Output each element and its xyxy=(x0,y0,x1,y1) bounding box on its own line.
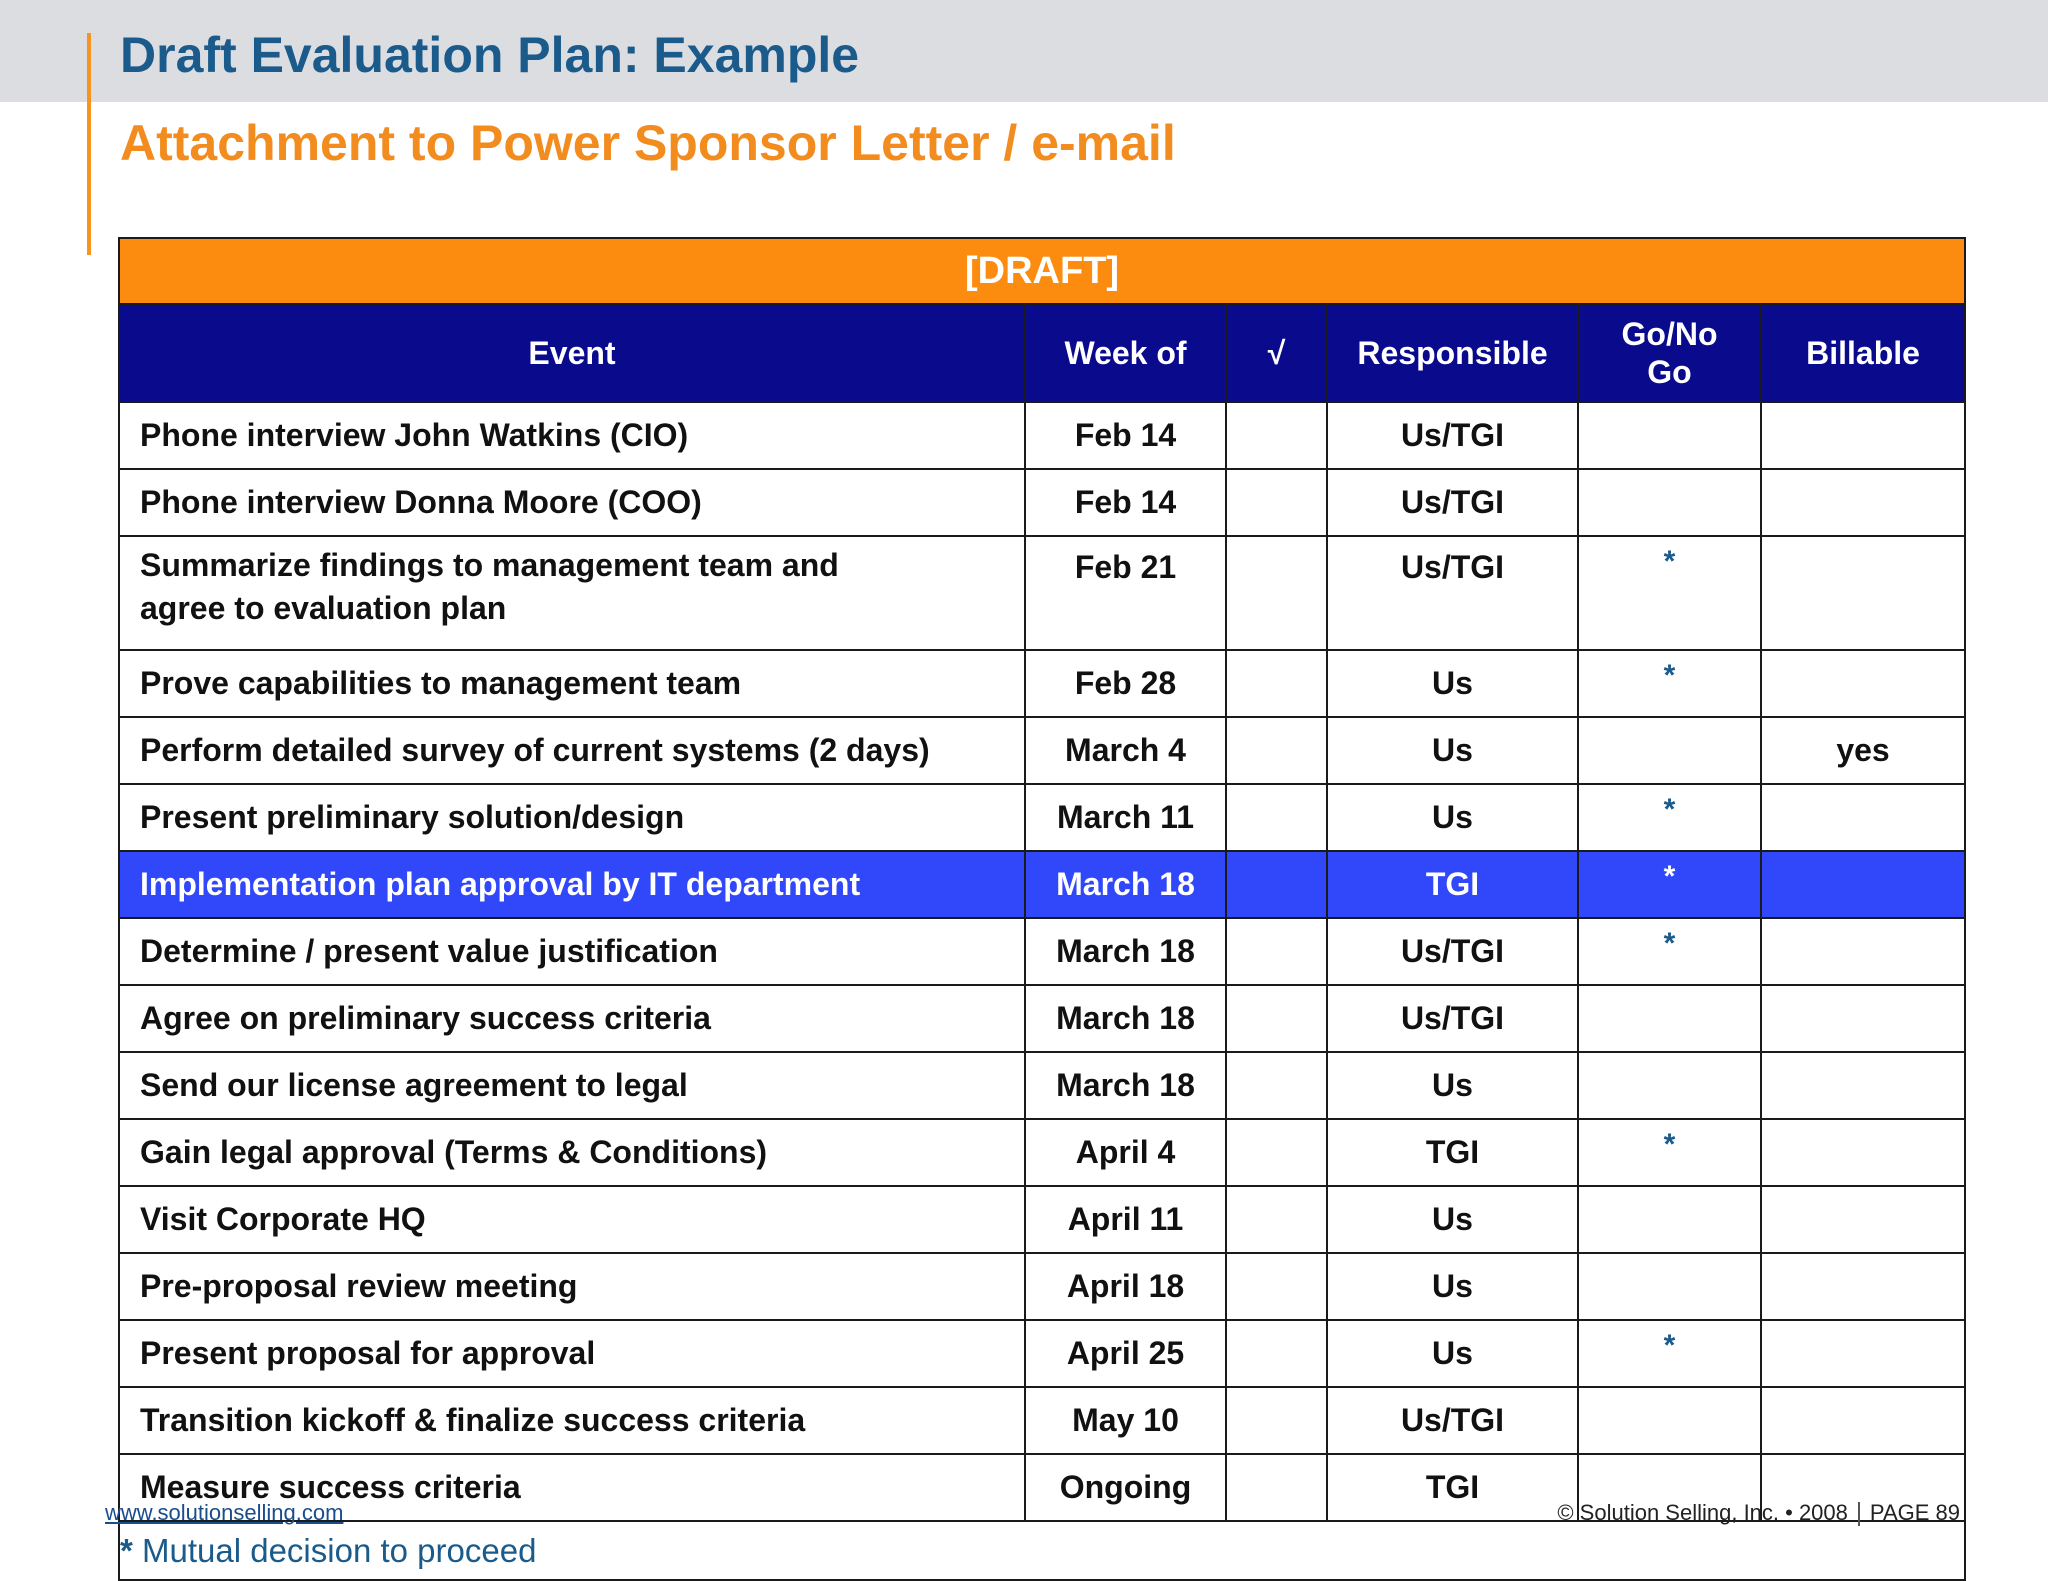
check-cell xyxy=(1226,851,1327,918)
event-cell: Summarize findings to management team and agree to evaluation plan xyxy=(119,536,1025,650)
billable-cell xyxy=(1761,1052,1965,1119)
billable-cell xyxy=(1761,1253,1965,1320)
responsible-cell: Us/TGI xyxy=(1327,1387,1578,1454)
col-header-event: Event xyxy=(119,304,1025,402)
table-row xyxy=(119,717,1965,784)
gonogo-cell: * xyxy=(1578,536,1761,650)
check-cell xyxy=(1226,717,1327,784)
accent-line xyxy=(87,33,91,255)
table-row xyxy=(119,536,1965,650)
week-cell: May 10 xyxy=(1025,1387,1226,1454)
responsible-cell: TGI xyxy=(1327,1454,1578,1521)
event-cell: Transition kickoff & finalize success criteria xyxy=(119,1387,1025,1454)
responsible-cell: Us/TGI xyxy=(1327,985,1578,1052)
week-cell: March 4 xyxy=(1025,717,1226,784)
week-cell: April 4 xyxy=(1025,1119,1226,1186)
week-cell: April 18 xyxy=(1025,1253,1226,1320)
table-row xyxy=(119,469,1965,536)
week-cell: March 18 xyxy=(1025,918,1226,985)
col-header-billable: Billable xyxy=(1761,304,1965,402)
gonogo-cell: * xyxy=(1578,851,1761,918)
week-cell: March 18 xyxy=(1025,1052,1226,1119)
responsible-cell: Us/TGI xyxy=(1327,469,1578,536)
responsible-cell: TGI xyxy=(1327,1119,1578,1186)
table-row-highlighted xyxy=(119,851,1965,918)
table-row xyxy=(119,1387,1965,1454)
check-cell xyxy=(1226,469,1327,536)
week-cell: Feb 21 xyxy=(1025,536,1226,650)
col-header-responsible: Responsible xyxy=(1327,304,1578,402)
responsible-cell: Us/TGI xyxy=(1327,536,1578,650)
check-cell xyxy=(1226,1186,1327,1253)
billable-cell xyxy=(1761,536,1965,650)
billable-cell: yes xyxy=(1761,717,1965,784)
gonogo-cell xyxy=(1578,402,1761,469)
responsible-cell: Us xyxy=(1327,1253,1578,1320)
week-cell: Feb 14 xyxy=(1025,402,1226,469)
col-header-gonogo: Go/No Go xyxy=(1578,304,1761,402)
table-row xyxy=(119,1253,1965,1320)
check-cell xyxy=(1226,650,1327,717)
event-cell: Present proposal for approval xyxy=(119,1320,1025,1387)
footnote-text: Mutual decision to proceed xyxy=(132,1531,537,1569)
event-cell: Present preliminary solution/design xyxy=(119,784,1025,851)
draft-banner-row xyxy=(119,238,1965,304)
responsible-cell: Us xyxy=(1327,784,1578,851)
check-cell xyxy=(1226,1387,1327,1454)
billable-cell xyxy=(1761,402,1965,469)
column-header-row xyxy=(119,304,1965,402)
table-row xyxy=(119,1052,1965,1119)
event-cell: Visit Corporate HQ xyxy=(119,1186,1025,1253)
gonogo-cell: * xyxy=(1578,1119,1761,1186)
week-cell: Ongoing xyxy=(1025,1454,1226,1521)
gonogo-cell: * xyxy=(1578,1320,1761,1387)
billable-cell xyxy=(1761,985,1965,1052)
check-cell xyxy=(1226,1119,1327,1186)
gonogo-cell xyxy=(1578,1186,1761,1253)
billable-cell xyxy=(1761,851,1965,918)
responsible-cell: Us xyxy=(1327,1186,1578,1253)
billable-cell xyxy=(1761,1186,1965,1253)
page-number: PAGE 89 xyxy=(1869,1500,1960,1525)
responsible-cell: Us xyxy=(1327,717,1578,784)
gonogo-cell xyxy=(1578,985,1761,1052)
footnote-marker: * xyxy=(120,1531,133,1569)
responsible-cell: Us/TGI xyxy=(1327,402,1578,469)
event-cell: Implementation plan approval by IT department xyxy=(119,851,1025,918)
billable-cell xyxy=(1761,1387,1965,1454)
billable-cell xyxy=(1761,469,1965,536)
event-cell: Determine / present value justification xyxy=(119,918,1025,985)
check-cell xyxy=(1226,1253,1327,1320)
footnote xyxy=(119,1521,1965,1580)
billable-cell xyxy=(1761,784,1965,851)
week-cell: March 18 xyxy=(1025,985,1226,1052)
gonogo-cell xyxy=(1578,469,1761,536)
page-title: Draft Evaluation Plan: Example xyxy=(120,27,860,83)
gonogo-cell: * xyxy=(1578,784,1761,851)
check-cell xyxy=(1226,1052,1327,1119)
table-row xyxy=(119,1119,1965,1186)
week-cell: March 18 xyxy=(1025,851,1226,918)
billable-cell xyxy=(1761,1119,1965,1186)
responsible-cell: Us/TGI xyxy=(1327,918,1578,985)
week-cell: April 11 xyxy=(1025,1186,1226,1253)
event-cell: Phone interview Donna Moore (COO) xyxy=(119,469,1025,536)
event-cell: Pre-proposal review meeting xyxy=(119,1253,1025,1320)
week-cell: Feb 28 xyxy=(1025,650,1226,717)
table-row xyxy=(119,784,1965,851)
col-header-check: √ xyxy=(1226,304,1327,402)
event-cell: Perform detailed survey of current systems (2 days) xyxy=(119,717,1025,784)
check-cell xyxy=(1226,536,1327,650)
gonogo-cell: * xyxy=(1578,650,1761,717)
table-row xyxy=(119,650,1965,717)
week-cell: March 11 xyxy=(1025,784,1226,851)
check-cell xyxy=(1226,1454,1327,1521)
billable-cell xyxy=(1761,918,1965,985)
copyright-text: © Solution Selling, Inc. • 2008 xyxy=(1557,1500,1848,1525)
table-row xyxy=(119,1186,1965,1253)
responsible-cell: TGI xyxy=(1327,851,1578,918)
gonogo-cell: * xyxy=(1578,918,1761,985)
responsible-cell: Us xyxy=(1327,650,1578,717)
draft-banner: [DRAFT] xyxy=(119,238,1965,304)
week-cell: April 25 xyxy=(1025,1320,1226,1387)
table-row xyxy=(119,985,1965,1052)
evaluation-plan-table xyxy=(118,237,1966,1581)
page-subtitle: Attachment to Power Sponsor Letter / e-mail xyxy=(120,115,1176,171)
gonogo-cell xyxy=(1578,1387,1761,1454)
footnote-row xyxy=(119,1521,1965,1580)
table-row xyxy=(119,1320,1965,1387)
billable-cell xyxy=(1761,650,1965,717)
event-cell: Phone interview John Watkins (CIO) xyxy=(119,402,1025,469)
week-cell: Feb 14 xyxy=(1025,469,1226,536)
gonogo-cell xyxy=(1578,1253,1761,1320)
gonogo-cell xyxy=(1578,1052,1761,1119)
event-cell: Gain legal approval (Terms & Conditions) xyxy=(119,1119,1025,1186)
check-cell xyxy=(1226,402,1327,469)
responsible-cell: Us xyxy=(1327,1052,1578,1119)
check-cell xyxy=(1226,1320,1327,1387)
event-cell: Send our license agreement to legal xyxy=(119,1052,1025,1119)
table-row xyxy=(119,918,1965,985)
check-cell xyxy=(1226,784,1327,851)
col-header-week: Week of xyxy=(1025,304,1226,402)
gonogo-cell xyxy=(1578,717,1761,784)
billable-cell xyxy=(1761,1320,1965,1387)
website-link[interactable]: www.solutionselling.com xyxy=(105,1500,344,1525)
event-cell: Prove capabilities to management team xyxy=(119,650,1025,717)
footer-right xyxy=(1557,1500,1960,1526)
table-row xyxy=(119,402,1965,469)
footer-divider xyxy=(1858,1502,1860,1526)
event-cell: Measure success criteria xyxy=(119,1454,1025,1521)
responsible-cell: Us xyxy=(1327,1320,1578,1387)
check-cell xyxy=(1226,985,1327,1052)
event-cell: Agree on preliminary success criteria xyxy=(119,985,1025,1052)
check-cell xyxy=(1226,918,1327,985)
